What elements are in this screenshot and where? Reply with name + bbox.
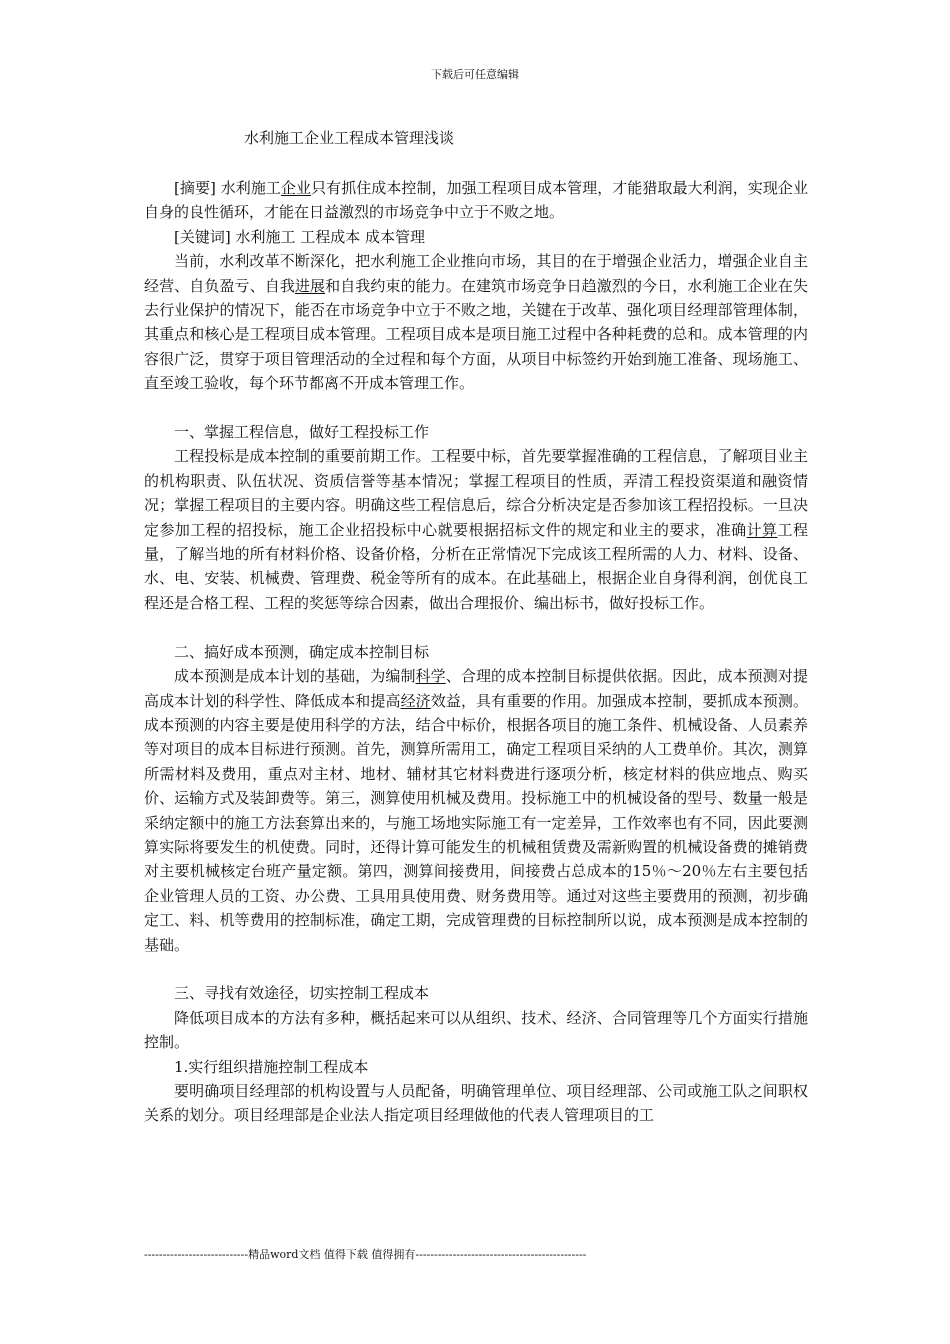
paragraph-gap xyxy=(144,957,808,981)
section1-text-before: 工程投标是成本控制的重要前期工作。工程要中标，首先要掌握准确的工程信息，了解项目业主的机构职责、队伍状况、资质信誉等基本情况；掌握工程项目的性质，弄清工程投资渠道和融资情况；掌握工程项目的主要内容。明确这些工程信息后，综合分析决定是否参加该工程招投标。一旦决定参加工程的招投标，施工企业招投标中心就要根据招标文件的规定和业主的要求，准确 xyxy=(144,447,808,539)
paragraph-gap xyxy=(144,615,808,639)
keywords-label: [关键词] xyxy=(174,227,231,246)
section3-sub1-heading: 1.实行组织措施控制工程成本 xyxy=(174,1057,369,1076)
paragraph-gap xyxy=(144,396,808,420)
section2-text-part3: 效益，具有重要的作用。加强成本控制，要抓成本预测。成本预测的内容主要是使用科学的方法，结合中标价，根据各项目的施工条件、机械设备、人员素养等对项目的成本目标进行预测。首先，测算所需用工，确定工程项目采纳的人工费单价。其次，测算所需材料及费用，重点对主材、地材、辅材其它材料费进行逐项分析，核定材料的供应地点、购买价、运输方式及装卸费等。第三，测算使用机械及费用。投标施工中的机械设备的型号、数量一般是采纳定额中的施工方法套算出来的，与施工场地实际施工有一定差异，工作效率也有不同，因此要测算实际将要发生的机使费。同时，还得计算可能发生的机械租赁费及需新购置的机械设备费的摊销费对主要机械核定台班产量定额。第四，测算间接费用，间接费占总成本的15％～20％左右主要包括企业管理人员的工资、办公费、工具用具使用费、财务费用等。通过对这些主要费用的预测，初步确定工、料、机等费用的控制标准，确定工期，完成管理费的目标控制所以说，成本预测是成本控制的基础。 xyxy=(144,691,808,954)
section2-text-part1: 成本预测是成本计划的基础，为编制 xyxy=(174,667,416,686)
page-footer-note: ----------------------------精品word文档 值得下载 值得拥有---------------------------------------------- xyxy=(144,1248,587,1261)
section1-paragraph xyxy=(144,444,808,615)
document-title: 水利施工企业工程成本管理浅谈 xyxy=(244,129,455,147)
section2-paragraph xyxy=(144,664,808,957)
intro-text-after: 和自我约束的能力。在建筑市场竞争日趋激烈的今日，水利施工企业在失去行业保护的情况下，能否在市场竞争中立于不败之地，关键在于改革、强化项目经理部管理体制，其重点和核心是工程项目成本管理。工程项目成本是项目施工过程中各种耗费的总和。成本管理的内容很广泛，贯穿于项目管理活动的全过程和每个方面，从项目中标签约开始到施工准备、现场施工、直至竣工验收，每个环节都离不开成本管理工作。 xyxy=(144,276,808,393)
hyperlink-enterprise[interactable]: 企业 xyxy=(280,179,312,197)
hyperlink-calculate[interactable]: 计算 xyxy=(746,520,778,539)
abstract-paragraph xyxy=(144,176,808,225)
section3-sub1-paragraph: 要明确项目经理部的机构设置与人员配备，明确管理单位、项目经理部、公司或施工队之间职权关系的划分。项目经理部是企业法人指定项目经理做他的代表人管理项目的工 xyxy=(144,1081,808,1125)
section1-text-after: 工程量，了解当地的所有材料价格、设备价格，分析在正常情况下完成该工程所需的人力、材料、设备、水、电、安装、机械费、管理费、税金等所有的成本。在此基础上，根据企业自身得利润，创优良工程还是合格工程、工程的奖惩等综合因素，做出合理报价、编出标书，做好投标工作。 xyxy=(144,520,808,612)
section1-heading: 一、掌握工程信息，做好工程投标工作 xyxy=(174,423,430,442)
document-body xyxy=(144,176,808,1128)
abstract-text-after: 只有抓住成本控制，加强工程项目成本管理，才能猎取最大利润，实现企业自身的良性循环，才能在日益激烈的市场竞争中立于不败之地。 xyxy=(144,179,808,222)
intro-paragraph xyxy=(144,249,808,395)
hyperlink-economy[interactable]: 经济 xyxy=(400,691,431,710)
section3-heading: 三、寻找有效途径，切实控制工程成本 xyxy=(174,984,430,1003)
intro-text-before: 当前，水利改革不断深化，把水利施工企业推向市场，其目的在于增强企业活力，增强企业自主经营、自负盈亏、自我 xyxy=(144,252,808,295)
hyperlink-development[interactable]: 进展 xyxy=(294,276,326,295)
section3-intro-paragraph: 降低项目成本的方法有多种，概括起来可以从组织、技术、经济、合同管理等几个方面实行措施控制。 xyxy=(144,1008,808,1052)
hyperlink-science[interactable]: 科学 xyxy=(415,667,446,686)
keywords-text: 水利施工 工程成本 成本管理 xyxy=(235,227,426,246)
section2-heading: 二、搞好成本预测，确定成本控制目标 xyxy=(174,642,430,661)
page-header-note: 下载后可任意编辑 xyxy=(431,68,519,81)
abstract-text-before: 水利施工 xyxy=(220,179,281,197)
abstract-label: [摘要] xyxy=(174,179,216,197)
keywords-paragraph xyxy=(144,225,808,249)
section2-text-part2: 、合理的成本控制目标提供依据。因此，成本预测对提高成本计划的科学性、降低成本和提高 xyxy=(144,667,808,710)
